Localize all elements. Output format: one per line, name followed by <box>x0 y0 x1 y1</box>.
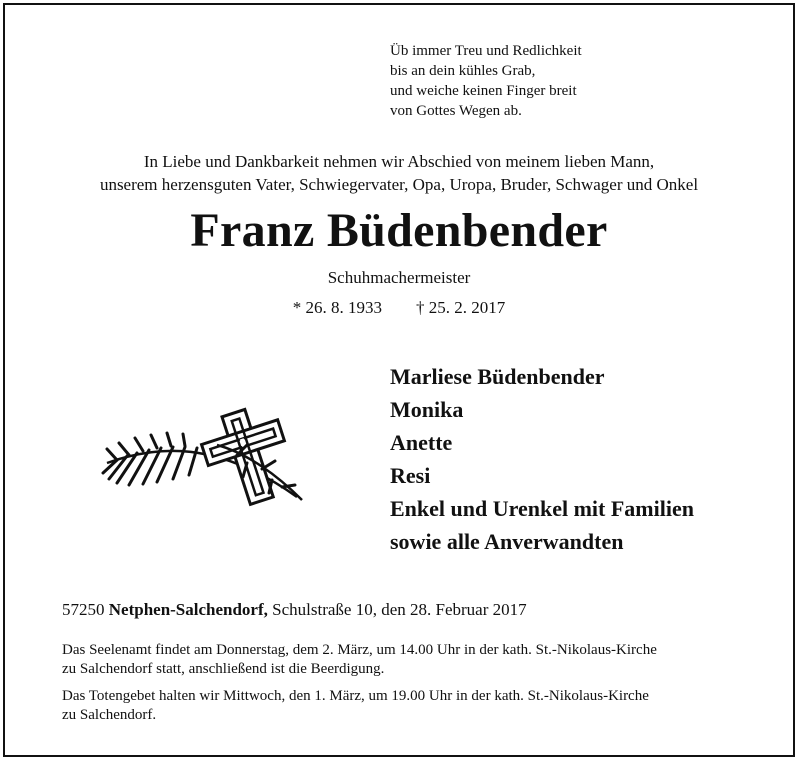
town: Netphen-Salchendorf, <box>108 600 268 619</box>
poem-line: und weiche keinen Finger breit <box>390 83 577 99</box>
requiem-line-1: Das Seelenamt findet am Donnerstag, dem 2. März, um 14.00 Uhr in der kath. St.-Nikolaus-Kirche <box>62 642 657 658</box>
street-and-date: Schulstraße 10, den 28. Februar 2017 <box>272 600 527 619</box>
prayer-notice <box>62 687 762 725</box>
address-line <box>62 599 527 621</box>
mourner: Resi <box>390 463 431 488</box>
deceased-occupation: Schuhmachermeister <box>327 268 471 287</box>
mourner: Enkel und Urenkel mit Familien <box>390 496 694 521</box>
poem-line: Üb immer Treu und Redlichkeit <box>390 43 582 59</box>
prayer-line-2: zu Salchendorf. <box>62 707 157 723</box>
requiem-line-2: zu Salchendorf statt, anschließend ist die Beerdigung. <box>62 661 385 677</box>
mourner: Monika <box>390 397 464 422</box>
birth-date: * 26. 8. 1933 <box>292 298 382 317</box>
poem-line: von Gottes Wegen ab. <box>390 103 522 119</box>
cross-with-palm-branch-icon <box>97 405 312 515</box>
poem-line: bis an dein kühles Grab, <box>390 63 536 79</box>
death-date: † 25. 2. 2017 <box>416 298 506 317</box>
deceased-name: Franz Büdenbender <box>190 204 608 257</box>
mourner: Marliese Büdenbender <box>390 364 605 389</box>
intro-text <box>5 150 793 196</box>
postcode: 57250 <box>62 600 105 619</box>
mourner: sowie alle Anverwandten <box>390 529 624 554</box>
poem <box>390 41 582 121</box>
requiem-notice <box>62 641 762 679</box>
mourner: Anette <box>390 430 453 455</box>
intro-line-2: unserem herzensguten Vater, Schwiegervater, Opa, Uropa, Bruder, Schwager und Onkel <box>99 175 699 194</box>
life-dates <box>5 297 793 319</box>
obituary-notice <box>3 3 795 757</box>
prayer-line-1: Das Totengebet halten wir Mittwoch, den 1. März, um 19.00 Uhr in der kath. St.-Nikolaus-Kirche <box>62 688 649 704</box>
mourners-list <box>390 360 694 558</box>
intro-line-1: In Liebe und Dankbarkeit nehmen wir Abschied von meinem lieben Mann, <box>143 152 655 171</box>
